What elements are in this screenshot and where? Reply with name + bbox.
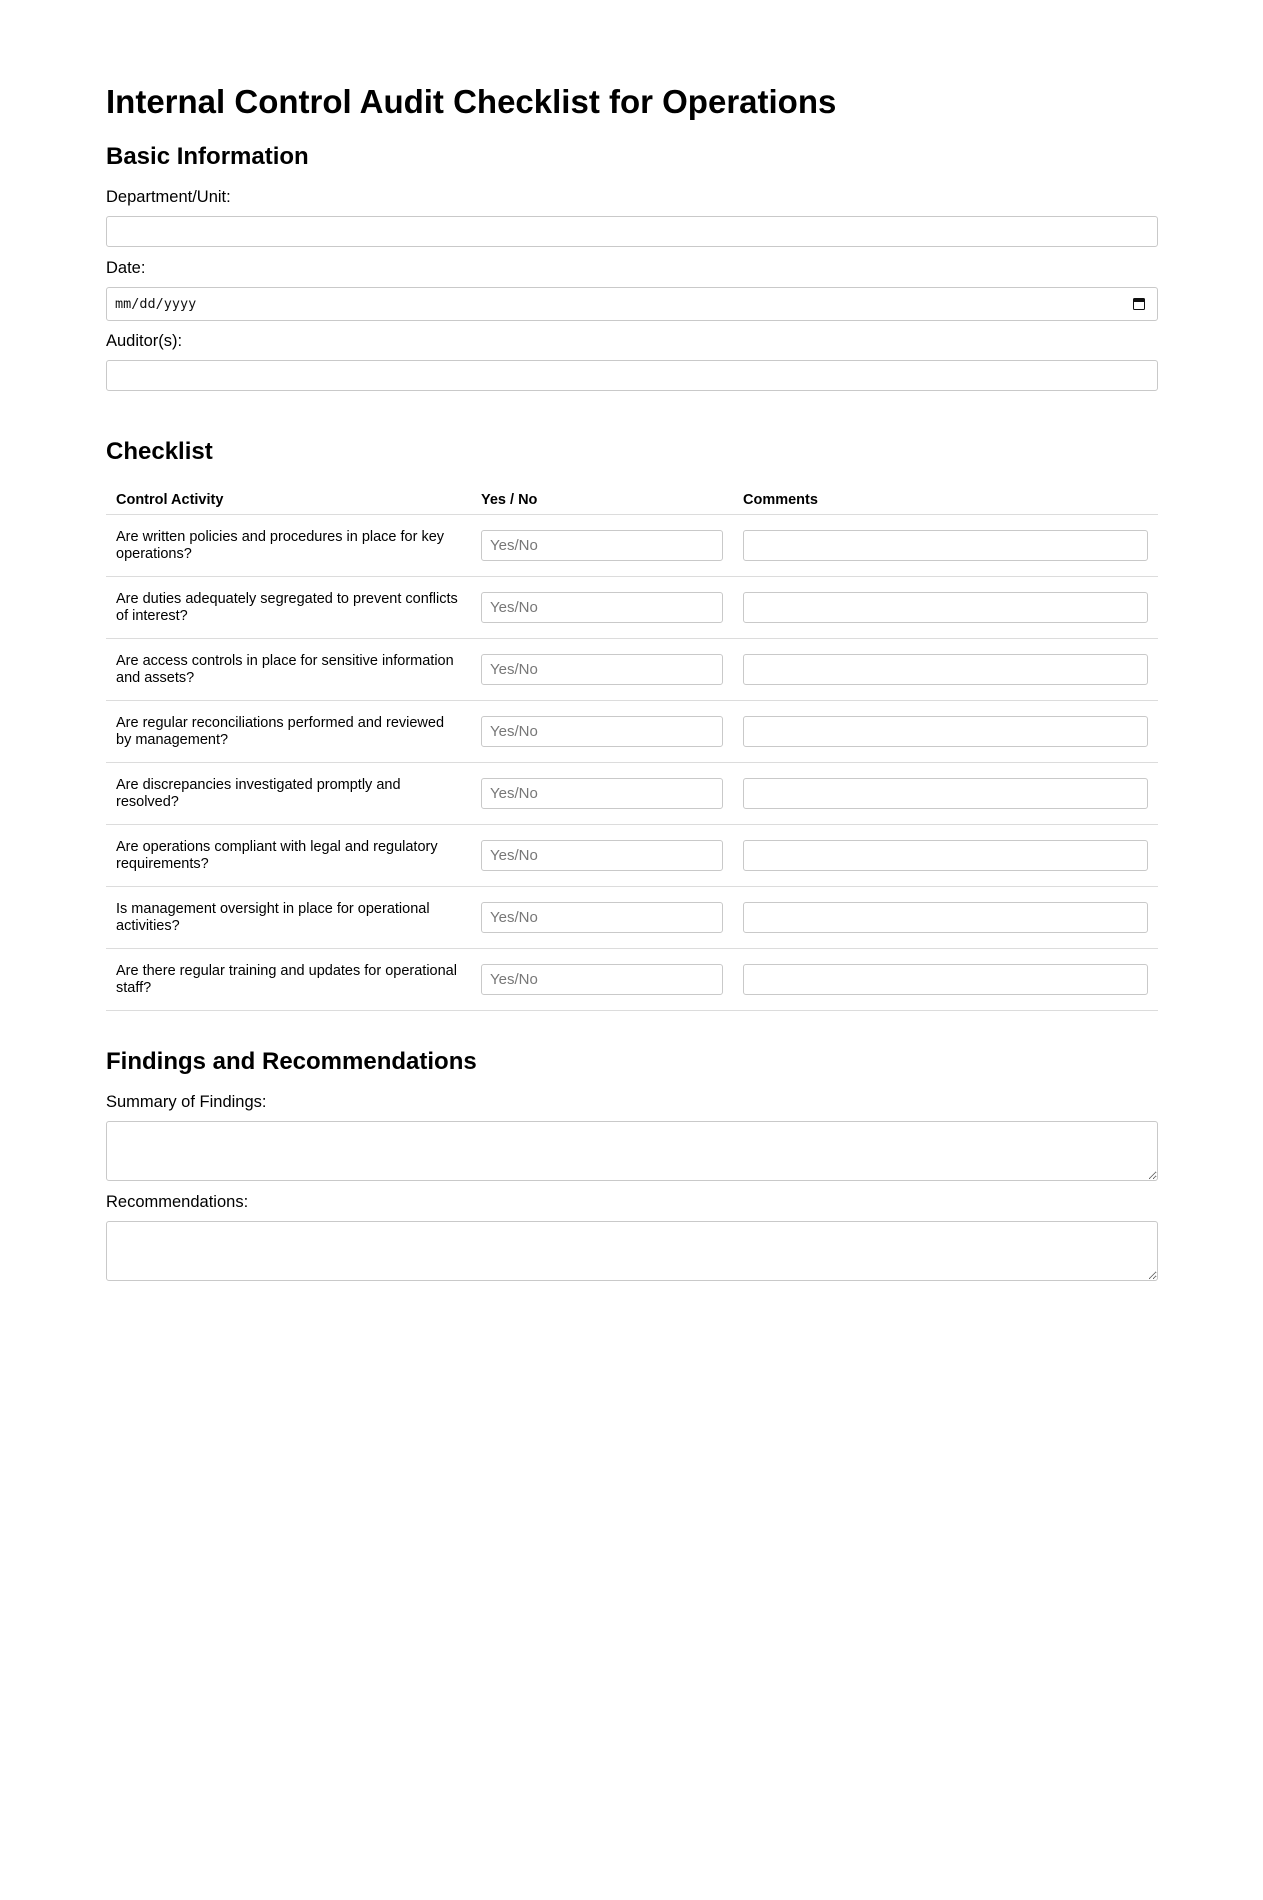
- recommendations-label: Recommendations:: [106, 1193, 249, 1211]
- control-activity-text: Are regular reconciliations performed and reviewed by management?: [106, 701, 471, 763]
- column-header-control-activity: Control Activity: [106, 486, 471, 515]
- yes-no-input[interactable]: [481, 840, 723, 871]
- table-row: [106, 639, 1158, 701]
- table-row: [106, 825, 1158, 887]
- summary-of-findings-textarea[interactable]: [106, 1121, 1158, 1181]
- comments-input[interactable]: [743, 654, 1148, 685]
- checklist-table: [106, 486, 1158, 1011]
- yes-no-input[interactable]: [481, 902, 723, 933]
- calendar-icon[interactable]: [1133, 298, 1145, 310]
- control-activity-text: Are operations compliant with legal and regulatory requirements?: [106, 825, 471, 887]
- date-input[interactable]: [106, 287, 1158, 321]
- column-header-comments: Comments: [733, 486, 1158, 515]
- control-activity-text: Are duties adequately segregated to prevent conflicts of interest?: [106, 577, 471, 639]
- comments-input[interactable]: [743, 778, 1148, 809]
- yes-no-input[interactable]: [481, 716, 723, 747]
- control-activity-text: Are access controls in place for sensitive information and assets?: [106, 639, 471, 701]
- department-input[interactable]: [106, 216, 1158, 247]
- department-label: Department/Unit:: [106, 188, 231, 206]
- comments-input[interactable]: [743, 840, 1148, 871]
- table-header-row: [106, 486, 1158, 515]
- column-header-yes-no: Yes / No: [471, 486, 733, 515]
- control-activity-text: Are there regular training and updates for operational staff?: [106, 949, 471, 1011]
- date-placeholder: mm/dd/yyyy: [115, 296, 197, 312]
- table-row: [106, 701, 1158, 763]
- recommendations-textarea[interactable]: [106, 1221, 1158, 1281]
- form-container: [106, 78, 1158, 1211]
- checklist-heading: Checklist: [106, 438, 213, 465]
- basic-information-heading: Basic Information: [106, 143, 309, 170]
- control-activity-text: Are written policies and procedures in place for key operations?: [106, 515, 471, 577]
- control-activity-text: Are discrepancies investigated promptly and resolved?: [106, 763, 471, 825]
- comments-input[interactable]: [743, 716, 1148, 747]
- page-title: Internal Control Audit Checklist for Operations: [106, 83, 837, 120]
- comments-input[interactable]: [743, 592, 1148, 623]
- findings-heading: Findings and Recommendations: [106, 1048, 477, 1075]
- yes-no-input[interactable]: [481, 654, 723, 685]
- comments-input[interactable]: [743, 964, 1148, 995]
- yes-no-input[interactable]: [481, 530, 723, 561]
- table-row: [106, 577, 1158, 639]
- yes-no-input[interactable]: [481, 964, 723, 995]
- table-row: [106, 763, 1158, 825]
- table-row: [106, 949, 1158, 1011]
- date-label: Date:: [106, 259, 146, 277]
- comments-input[interactable]: [743, 902, 1148, 933]
- table-row: [106, 515, 1158, 577]
- control-activity-text: Is management oversight in place for operational activities?: [106, 887, 471, 949]
- yes-no-input[interactable]: [481, 778, 723, 809]
- comments-input[interactable]: [743, 530, 1148, 561]
- yes-no-input[interactable]: [481, 592, 723, 623]
- summary-of-findings-label: Summary of Findings:: [106, 1093, 267, 1111]
- auditors-input[interactable]: [106, 360, 1158, 391]
- table-row: [106, 887, 1158, 949]
- auditors-label: Auditor(s):: [106, 332, 183, 350]
